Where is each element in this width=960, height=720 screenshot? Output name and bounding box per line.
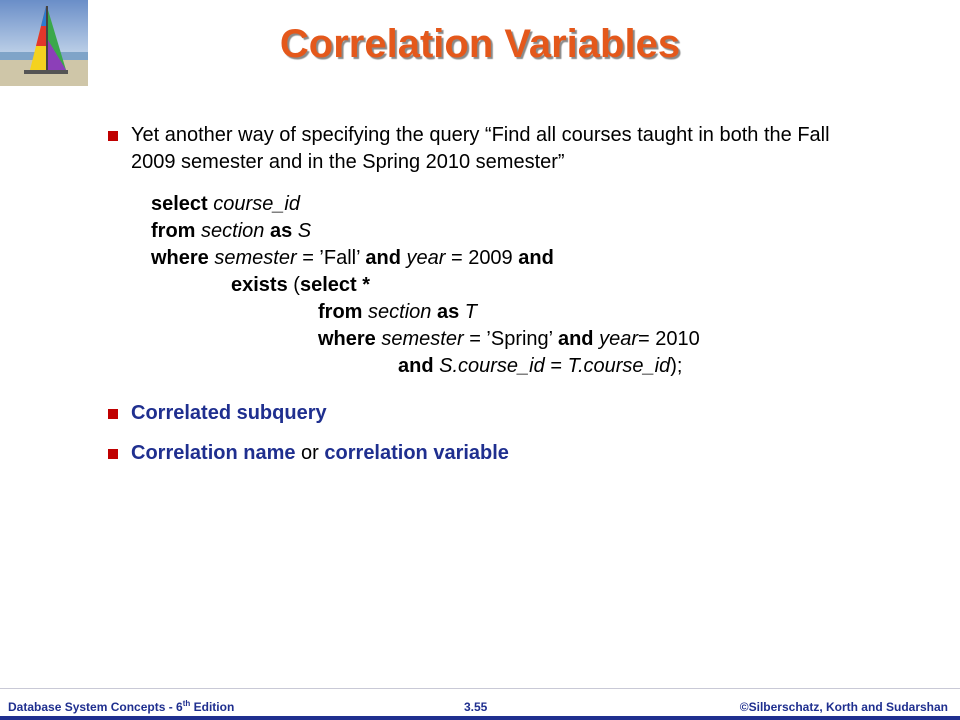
term-correlation-name: Correlation name bbox=[131, 442, 296, 464]
term-correlation-variable: correlation variable bbox=[324, 442, 509, 464]
bullet-text-1: Yet another way of specifying the query “Find all courses taught in both the Fall 2009 semester and in the Spring 2010 semester” bbox=[131, 124, 830, 173]
footer-book-title bbox=[8, 699, 234, 714]
code-identifier: S bbox=[297, 220, 312, 242]
code-text: = 2009 bbox=[450, 247, 513, 269]
footer-divider bbox=[0, 688, 960, 689]
code-keyword: as bbox=[436, 301, 460, 323]
code-keyword: from bbox=[151, 220, 196, 242]
page-title: Correlation Variables bbox=[279, 22, 681, 66]
code-identifier: course_id bbox=[213, 193, 300, 215]
code-identifier: semester bbox=[214, 247, 297, 269]
bullet-marker-1 bbox=[108, 131, 118, 141]
bullet-text-2: Correlated subquery bbox=[131, 402, 327, 424]
code-text: = ’Fall’ bbox=[302, 247, 360, 269]
bullet-text-3 bbox=[131, 440, 509, 467]
bullet-marker-2 bbox=[108, 409, 118, 419]
code-keyword: and bbox=[398, 355, 434, 377]
code-keyword: and bbox=[557, 328, 594, 350]
code-text: = 2010 bbox=[637, 328, 700, 350]
code-line-7 bbox=[398, 353, 682, 380]
code-keyword: select bbox=[151, 193, 208, 215]
bullet-marker-3 bbox=[108, 449, 118, 459]
footer-left-text: Database System Concepts - 6 bbox=[8, 700, 183, 714]
code-line-1 bbox=[151, 191, 300, 218]
code-line-6 bbox=[318, 326, 700, 353]
code-identifier: T bbox=[464, 301, 477, 323]
code-line-2 bbox=[151, 218, 311, 245]
code-identifier: year bbox=[406, 247, 446, 269]
code-text: ( bbox=[293, 274, 300, 296]
footer-page-number: 3.55 bbox=[464, 700, 488, 714]
code-keyword: from bbox=[318, 301, 363, 323]
code-identifier: year bbox=[599, 328, 638, 350]
code-text: = bbox=[550, 355, 562, 377]
code-identifier: section bbox=[368, 301, 432, 323]
code-keyword: as bbox=[269, 220, 293, 242]
footer-bar bbox=[0, 716, 960, 720]
code-line-3 bbox=[151, 245, 554, 272]
code-keyword: and bbox=[365, 247, 401, 269]
code-text: ); bbox=[670, 355, 683, 377]
code-line-5 bbox=[318, 299, 477, 326]
footer-superscript: th bbox=[182, 699, 191, 708]
code-keyword: and bbox=[518, 247, 554, 269]
code-keyword: select * bbox=[299, 274, 371, 296]
code-keyword: where bbox=[318, 328, 376, 350]
code-text: = ’Spring’ bbox=[469, 328, 553, 350]
connector-text: or bbox=[301, 442, 319, 464]
code-identifier: T.course_id bbox=[567, 355, 671, 377]
code-keyword: where bbox=[151, 247, 209, 269]
code-keyword: exists bbox=[231, 274, 288, 296]
footer-copyright: ©Silberschatz, Korth and Sudarshan bbox=[739, 700, 948, 714]
footer-left-end: Edition bbox=[190, 700, 235, 714]
code-line-4 bbox=[231, 272, 370, 299]
code-identifier: section bbox=[201, 220, 265, 242]
code-identifier: semester bbox=[381, 328, 464, 350]
code-identifier: S.course_id bbox=[439, 355, 545, 377]
